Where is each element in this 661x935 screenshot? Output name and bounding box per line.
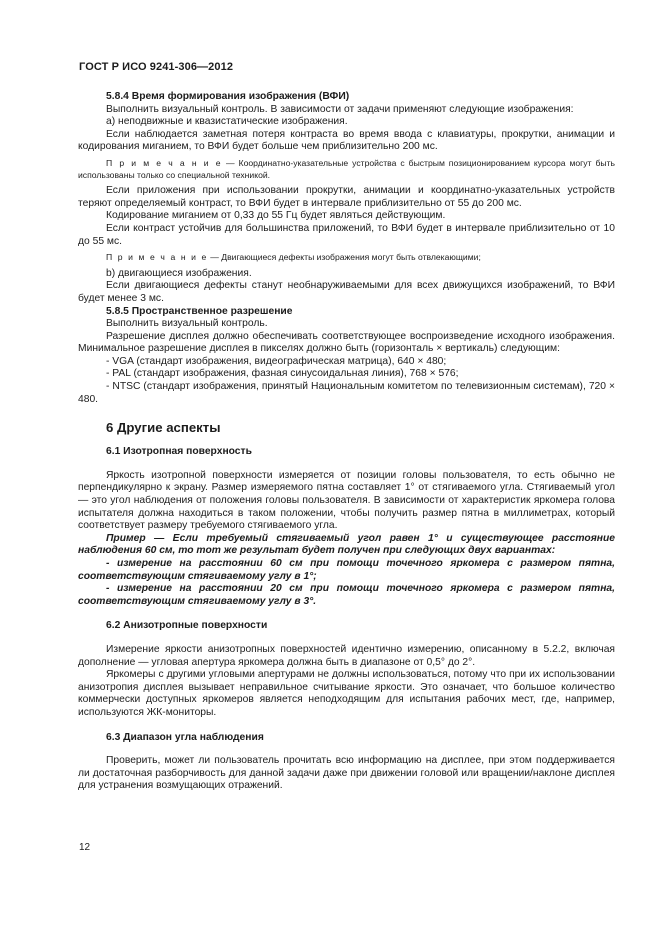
paragraph: Если наблюдается заметная потеря контраста во время ввода с клавиатуры, прокрутки, анимации и кодирования миганием, то ВФИ будет больше чем приблизительно 200 мс. bbox=[78, 128, 615, 153]
paragraph: Измерение яркости анизотропных поверхностей идентично измерению, описанному в 5.2.2, включая дополнение — угловая апертура яркомера должна быть в диапазоне от 0,5° до 2°. bbox=[78, 643, 615, 668]
paragraph: Разрешение дисплея должно обеспечивать соответствующее воспроизведение исходного изображения. Минимальное разрешение дисплея в пикселях должно быть (горизонталь × вертикаль) следующим: bbox=[78, 330, 615, 355]
note-label: П р и м е ч а н и е bbox=[106, 157, 223, 168]
list-item: a) неподвижные и квазистатические изображения. bbox=[106, 116, 348, 128]
note-label: П р и м е ч а н и е bbox=[106, 252, 208, 263]
paragraph: Проверить, может ли пользователь прочитать всю информацию на дисплее, при этом поддерживается ли достаточная разборчивость для данной задачи даже при движении головой или вращении/наклоне дисплея для устранения возмущающих отражений. bbox=[78, 755, 615, 792]
page-number: 12 bbox=[79, 842, 91, 853]
section-5-8-5-heading: 5.8.5 Пространственное разрешение bbox=[106, 305, 293, 317]
note-text: — Двигающиеся дефекты изображения могут быть отвлекающими; bbox=[207, 252, 481, 263]
document-body bbox=[78, 91, 615, 793]
list-item: b) двигающиеся изображения. bbox=[106, 267, 252, 279]
paragraph: Кодирование миганием от 0,33 до 55 Гц будет являться действующим. bbox=[106, 210, 446, 222]
section-5-8-4-heading: 5.8.4 Время формирования изображения (ВФИ) bbox=[106, 91, 350, 102]
paragraph: Выполнить визуальный контроль. В зависимости от задачи применяют следующие изображения: bbox=[106, 103, 574, 115]
example: Пример — Если требуемый стягиваемый угол равен 1° и существующее расстояние наблюдения 60 см, то тот же результат будет получен при следующих двух вариантах: bbox=[78, 532, 615, 557]
document-header: ГОСТ Р ИСО 9241-306—2012 bbox=[79, 61, 234, 73]
example-item: - измерение на расстоянии 60 см при помощи точечного яркомера с размером пятна, соответствующим стягиваемому углу в 1°; bbox=[78, 558, 615, 582]
list-item: - VGA (стандарт изображения, видеографическая матрица), 640 × 480; bbox=[106, 355, 447, 367]
note bbox=[78, 252, 615, 264]
section-6-heading: 6 Другие аспекты bbox=[106, 420, 221, 436]
paragraph: Яркость изотропной поверхности измеряется от позиции головы пользователя, то есть обычно не перпендикулярно к экрану. Размер измеряемого пятна составляет 1° от стягиваемого угла. Стягиваемый угол — это угол наблюдения от положения головы пользователя. В зависимости от характеристик яркомера голова испытателя должна находиться в таком положении, чтобы получить размер пятна в миллиметрах, который соответствует размеру требуемого стягиваемого угла. bbox=[78, 469, 615, 532]
paragraph: Выполнить визуальный контроль. bbox=[106, 318, 268, 330]
list-item: - PAL (стандарт изображения, фазная синусоидальная линия), 768 × 576; bbox=[106, 368, 459, 380]
paragraph: Если приложения при использовании прокрутки, анимации и координатно-указательных устройств теряют определяемый контраст, то ВФИ будет в интервале приблизительно от 55 до 200 мс. bbox=[78, 185, 615, 209]
section-6-1-heading: 6.1 Изотропная поверхность bbox=[106, 446, 252, 458]
paragraph: Яркомеры с другими угловыми апертурами не должны использоваться, потому что при их использовании анизотропия дисплея вызывает неправильное считывание яркости. Это означает, что большое количество коммерчески доступных яркомеров является неподходящим для испытания рабочих мест, где, например, используются ЖК-мониторы. bbox=[78, 669, 615, 718]
paragraph: Если двигающиеся дефекты станут необнаруживаемыми для всех движущихся изображений, то ВФИ будет менее 3 мс. bbox=[78, 280, 615, 304]
note bbox=[78, 158, 615, 181]
section-6-2-heading: 6.2 Анизотропные поверхности bbox=[106, 620, 268, 632]
note-text: — Координатно-указательные устройства с быстрым позиционированием курсора могут быть использованы только со специальной техникой. bbox=[78, 157, 615, 180]
section-6-3-heading: 6.3 Диапазон угла наблюдения bbox=[106, 731, 264, 743]
example-item: - измерение на расстоянии 20 см при помощи точечного яркомера с размером пятна, соответствующим стягиваемому углу в 3°. bbox=[78, 583, 615, 607]
paragraph: Если контраст устойчив для большинства приложений, то ВФИ будет в интервале приблизительно от 10 до 55 мс. bbox=[78, 222, 615, 247]
list-item: - NTSC (стандарт изображения, принятый Национальным комитетом по телевизионным системам), 720 × 480. bbox=[78, 381, 615, 405]
